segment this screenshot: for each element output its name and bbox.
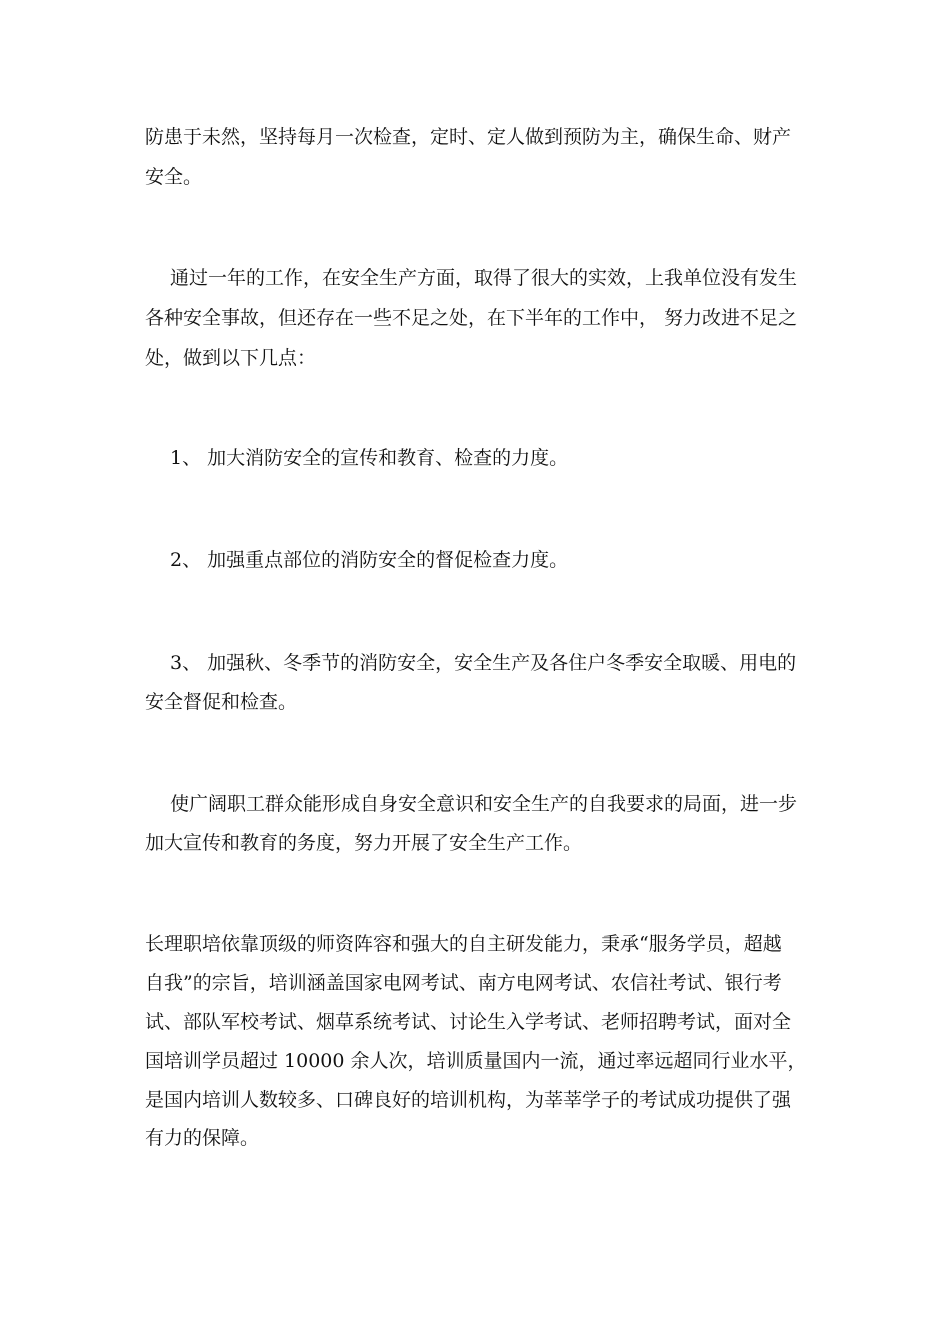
list-item-3-line-1: 3、 加强秋、冬季节的消防安全，安全生产及各住户冬季安全取暖、用电的 [145, 652, 797, 674]
paragraph-1-line-1: 防患于未然，坚持每月一次检查，定时、定人做到预防为主，确保生命、财产 [145, 126, 792, 148]
list-item-3-line-2: 安全督促和检查。 [145, 691, 298, 713]
paragraph-2-line-3: 处，做到以下几点： [145, 347, 317, 369]
paragraph-4-line-6: 有力的保障。 [145, 1127, 260, 1149]
list-item-1: 1、 加大消防安全的宣传和教育、检查的力度。 [145, 447, 569, 469]
paragraph-4-line-3: 试、部队军校考试、烟草系统考试、讨论生入学考试、老师招聘考试，面对全 [145, 1011, 792, 1033]
paragraph-4-line-2: 自我”的宗旨，培训涵盖国家电网考试、南方电网考试、农信社考试、银行考 [145, 972, 782, 994]
paragraph-3-line-1: 使广阔职工群众能形成自身安全意识和安全生产的自我要求的局面，进一步 [145, 793, 798, 815]
paragraph-4-line-4: 国培训学员超过 10000 余人次，培训质量国内一流，通过率远超同行业水平， [145, 1050, 807, 1072]
paragraph-4-line-5: 是国内培训人数较多、口碑良好的培训机构，为莘莘学子的考试成功提供了强 [145, 1089, 792, 1111]
paragraph-1-line-2: 安全。 [145, 166, 203, 188]
paragraph-2-line-2: 各种安全事故，但还存在一些不足之处，在下半年的工作中， 努力改进不足之 [145, 307, 798, 329]
paragraph-2-line-1: 通过一年的工作，在安全生产方面，取得了很大的实效，上我单位没有发生 [145, 267, 798, 289]
paragraph-3-line-2: 加大宣传和教育的务度，努力开展了安全生产工作。 [145, 832, 583, 854]
list-item-2: 2、 加强重点部位的消防安全的督促检查力度。 [145, 549, 569, 571]
paragraph-4-line-1: 长理职培依靠顶级的师资阵容和强大的自主研发能力，秉承“服务学员，超越 [145, 933, 782, 955]
